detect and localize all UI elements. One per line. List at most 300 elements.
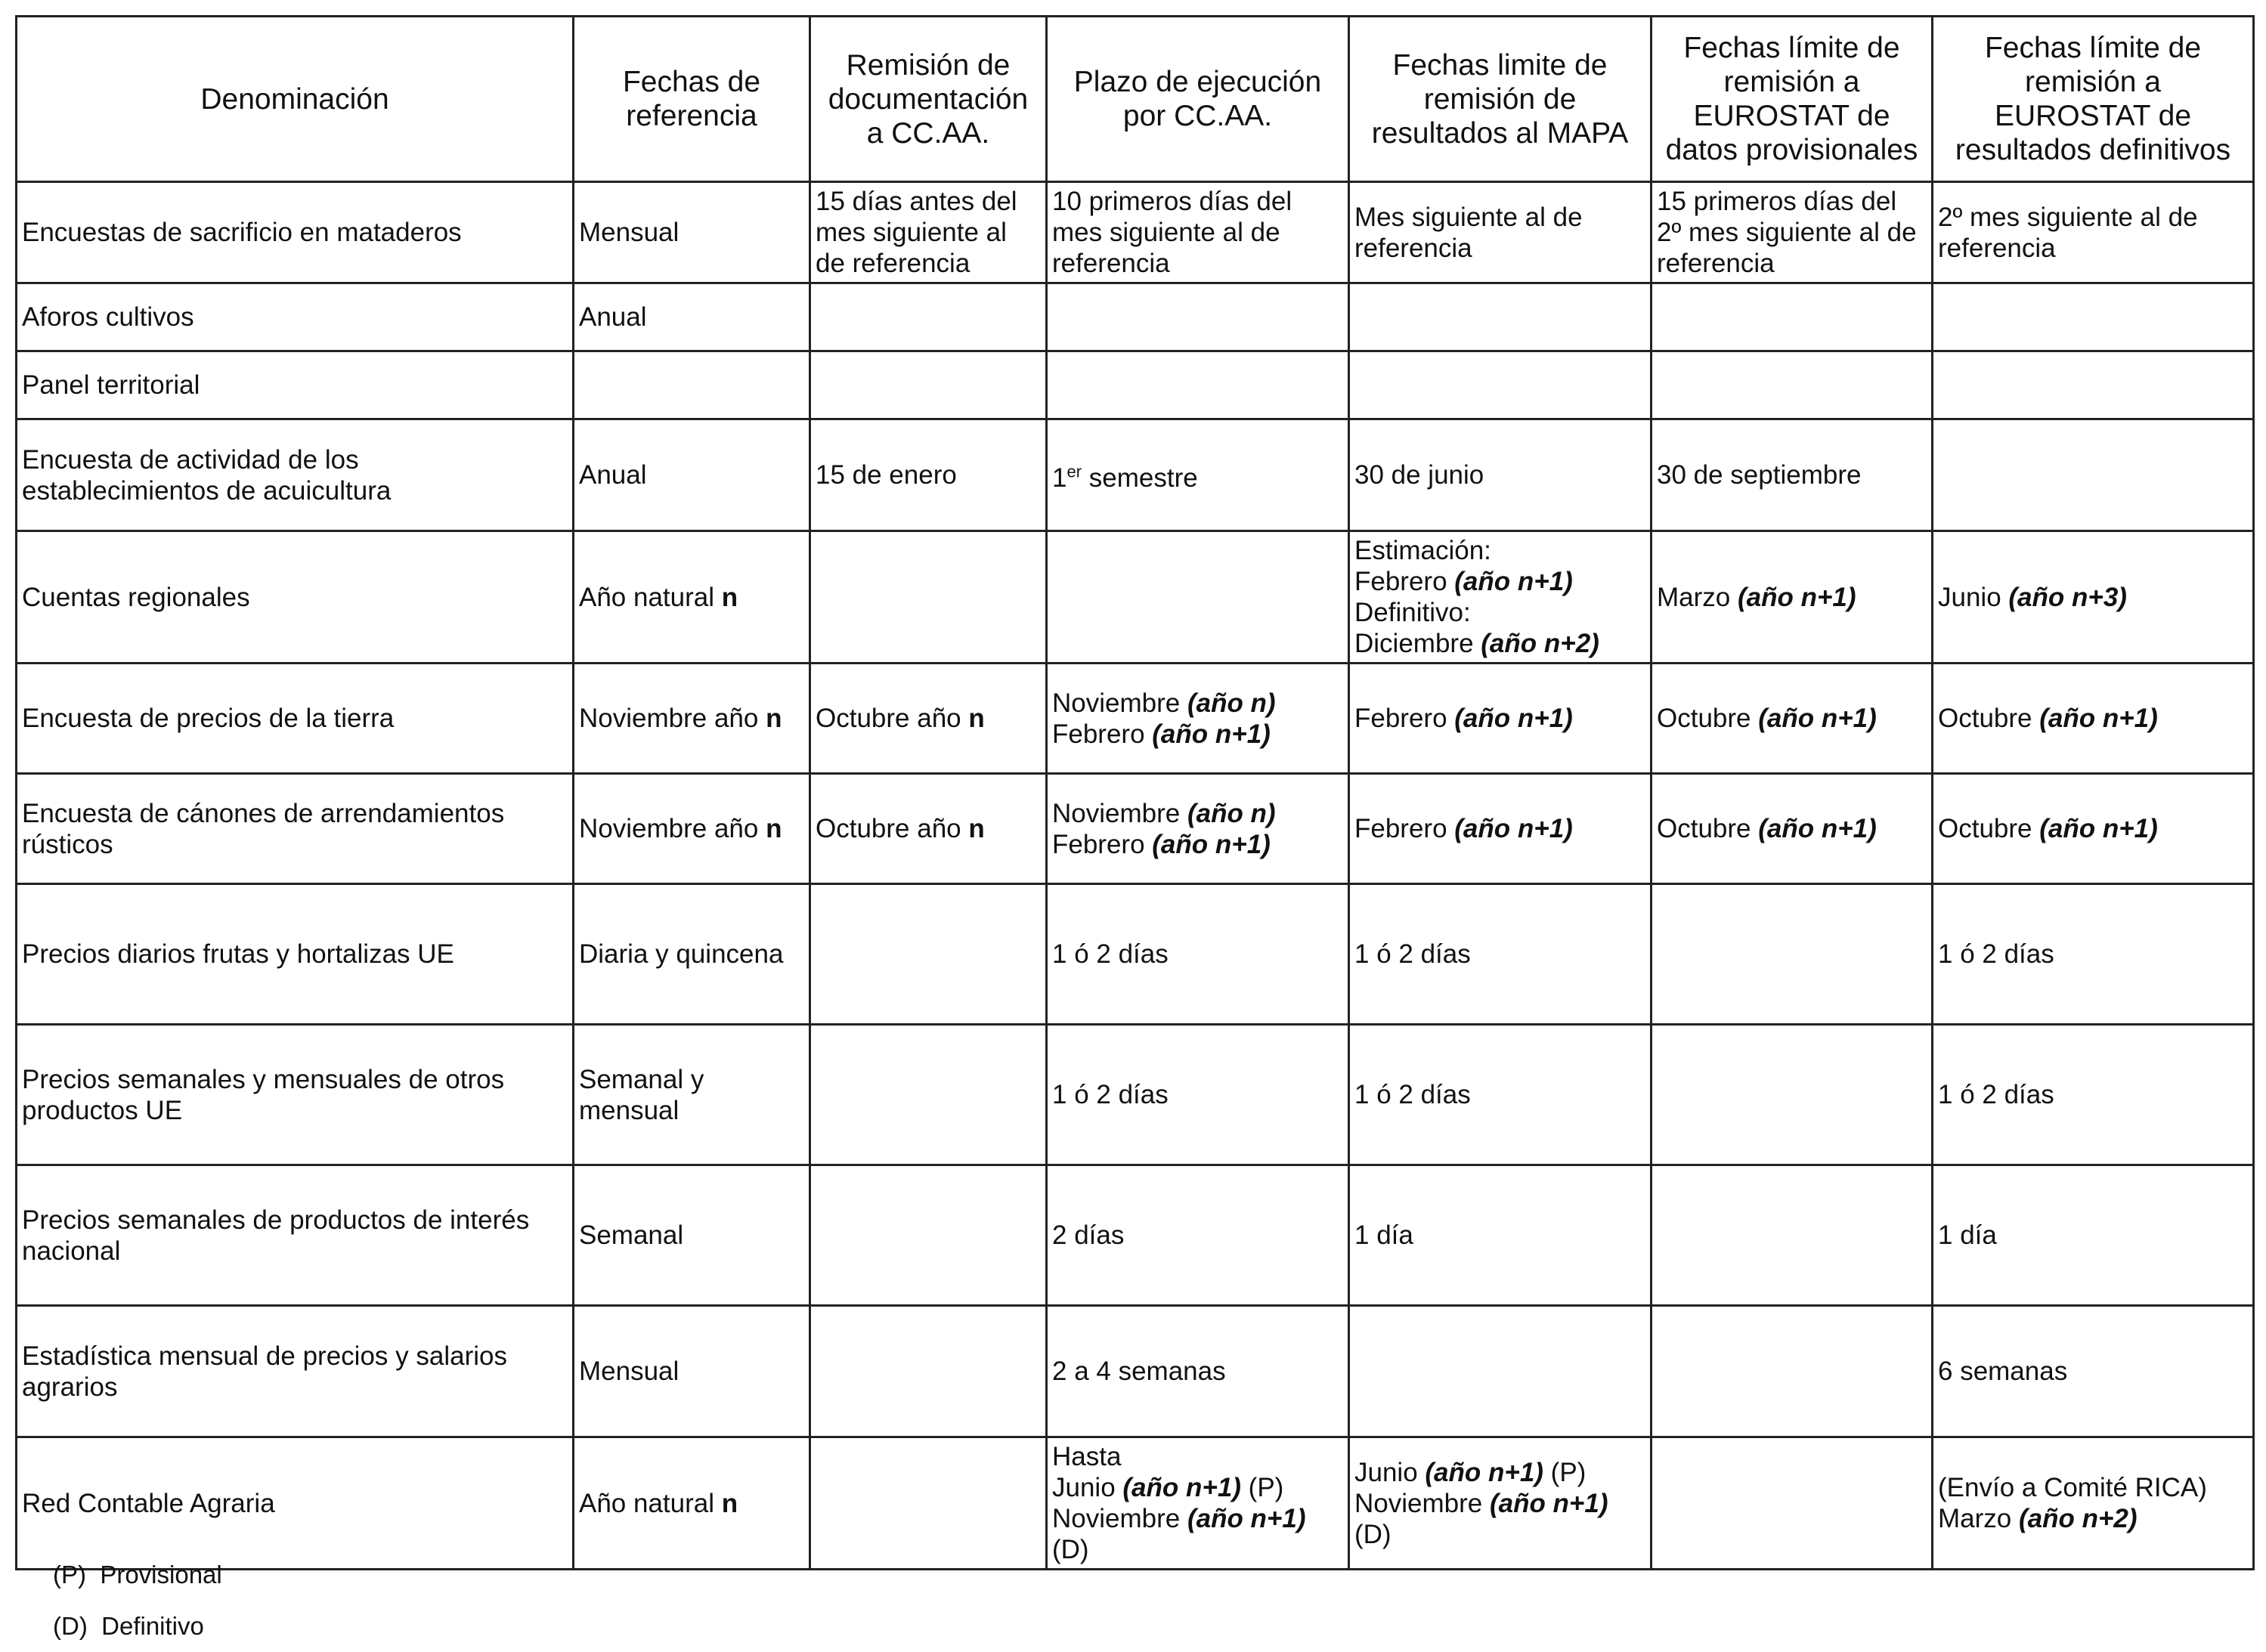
cell-line xyxy=(22,302,568,333)
cell-line xyxy=(816,217,1041,248)
cell-fechas-limite-definitivos xyxy=(1933,1306,2254,1437)
cell-text: Semanal xyxy=(579,1220,684,1250)
cell-fechas-limite-definitivos xyxy=(1933,182,2254,283)
cell-plazo-ejecucion xyxy=(1047,1025,1349,1165)
year-note: (año n+1) xyxy=(1758,704,1877,733)
cell-text: Octubre xyxy=(1938,814,2040,843)
year-note: (año n) xyxy=(1187,688,1276,718)
cell-remision-documentacion xyxy=(810,351,1047,419)
cell-text: mensual xyxy=(579,1095,679,1125)
cell-line xyxy=(1052,939,1343,970)
header-plazo-ejecucion: Plazo de ejecución por CC.AA. xyxy=(1047,17,1349,182)
cell-fechas-referencia xyxy=(574,182,810,283)
cell-plazo-ejecucion xyxy=(1047,1306,1349,1437)
cell-fechas-referencia xyxy=(574,531,810,664)
cell-line xyxy=(22,1488,568,1519)
cell-line xyxy=(22,582,568,613)
cell-denominacion xyxy=(17,664,574,774)
year-note: (año n+1) xyxy=(1737,582,1856,612)
cell-fechas-limite-provisionales xyxy=(1652,531,1933,664)
cell-text: referencia xyxy=(1354,233,1472,263)
header-remision-documentacion: Remisión de documentación a CC.AA. xyxy=(810,17,1047,182)
year-note: (año n+1) xyxy=(1187,1504,1306,1533)
cell-text: 1 ó 2 días xyxy=(1938,1080,2054,1109)
cell-text: Encuestas de sacrificio en mataderos xyxy=(22,218,462,247)
cell-line xyxy=(579,1095,804,1126)
table-row xyxy=(17,774,2254,884)
year-note: (año n+1) xyxy=(1454,567,1573,596)
table-body xyxy=(17,182,2254,1570)
cell-line xyxy=(1354,1457,1645,1488)
cell-line xyxy=(22,829,568,860)
cell-text: Octubre xyxy=(1938,704,2040,733)
cell-text: Noviembre xyxy=(1052,798,1187,828)
cell-text: Precios semanales y mensuales de otros xyxy=(22,1064,505,1094)
cell-line xyxy=(816,813,1041,844)
cell-denominacion xyxy=(17,774,574,884)
cell-line xyxy=(579,703,804,734)
cell-fechas-limite-provisionales xyxy=(1652,664,1933,774)
cell-fechas-limite-provisionales xyxy=(1652,182,1933,283)
cell-line xyxy=(1938,703,2248,734)
cell-line xyxy=(579,217,804,248)
cell-line xyxy=(1938,582,2248,613)
cell-remision-documentacion xyxy=(810,774,1047,884)
cell-fechas-limite-mapa xyxy=(1349,1306,1652,1437)
header-denominacion: Denominación xyxy=(17,17,574,182)
cell-line xyxy=(1052,829,1343,860)
cell-fechas-referencia xyxy=(574,419,810,531)
cell-plazo-ejecucion xyxy=(1047,182,1349,283)
cell-text: 6 semanas xyxy=(1938,1357,2068,1386)
cell-text: 15 días antes del xyxy=(816,187,1017,216)
cell-text: 2º mes siguiente al de xyxy=(1938,202,2198,232)
year-note: (año n+1) xyxy=(1152,719,1271,749)
cell-fechas-limite-provisionales xyxy=(1652,419,1933,531)
cell-text: Diaria y quincena xyxy=(579,939,784,969)
cell-text: Febrero xyxy=(1354,704,1455,733)
cell-line xyxy=(1354,1519,1645,1550)
cell-line xyxy=(1938,1220,2248,1251)
cell-text: Encuesta de actividad de los xyxy=(22,444,359,475)
cell-denominacion xyxy=(17,531,574,664)
cell-fechas-referencia xyxy=(574,664,810,774)
cell-line xyxy=(1052,798,1343,829)
cell-line xyxy=(22,798,568,829)
cell-fechas-limite-mapa xyxy=(1349,1165,1652,1306)
cell-plazo-ejecucion xyxy=(1047,351,1349,419)
cell-text: 1 día xyxy=(1354,1220,1413,1250)
cell-denominacion xyxy=(17,351,574,419)
cell-text: 2 días xyxy=(1052,1220,1125,1250)
cell-fechas-limite-definitivos xyxy=(1933,351,2254,419)
cell-line xyxy=(1354,1220,1645,1251)
cell-line xyxy=(1354,566,1645,597)
cell-line xyxy=(22,1341,568,1372)
footnote-definitivo: (D) Definitivo xyxy=(53,1612,204,1640)
cell-line xyxy=(1052,1079,1343,1110)
cell-line xyxy=(1052,456,1343,494)
cell-line xyxy=(579,1488,804,1519)
year-variable: n xyxy=(968,704,985,733)
cell-text: 30 de junio xyxy=(1354,460,1484,490)
cell-denominacion xyxy=(17,884,574,1025)
cell-text: Marzo xyxy=(1938,1504,2019,1533)
cell-line xyxy=(1354,459,1645,490)
cell-fechas-limite-definitivos xyxy=(1933,884,2254,1025)
cell-line xyxy=(1354,233,1645,264)
cell-fechas-limite-mapa xyxy=(1349,351,1652,419)
cell-line xyxy=(1938,813,2248,844)
cell-line xyxy=(1052,1503,1343,1534)
cell-fechas-limite-definitivos xyxy=(1933,774,2254,884)
cell-text: Anual xyxy=(579,460,647,490)
cell-remision-documentacion xyxy=(810,531,1047,664)
footnote-provisional: (P) Provisional xyxy=(53,1561,222,1589)
cell-text: Junio xyxy=(1052,1473,1123,1502)
cell-line xyxy=(1052,1220,1343,1251)
cell-text: Encuesta de cánones de arrendamientos xyxy=(22,798,505,828)
cell-line xyxy=(816,248,1041,279)
cell-plazo-ejecucion xyxy=(1047,283,1349,351)
cell-fechas-referencia xyxy=(574,1165,810,1306)
cell-text: Junio xyxy=(1938,582,2009,612)
cell-fechas-limite-provisionales xyxy=(1652,1306,1933,1437)
cell-text: Cuentas regionales xyxy=(22,582,250,612)
cell-text: Febrero xyxy=(1052,829,1153,859)
year-variable: n xyxy=(721,582,738,612)
cell-remision-documentacion xyxy=(810,884,1047,1025)
cell-text: Noviembre xyxy=(1052,1504,1187,1533)
cell-fechas-limite-mapa xyxy=(1349,884,1652,1025)
year-note: (año n+1) xyxy=(1122,1473,1241,1502)
cell-fechas-limite-definitivos xyxy=(1933,419,2254,531)
header-fechas-limite-provisionales: Fechas límite de remisión a EUROSTAT de datos provisionales xyxy=(1652,17,1933,182)
cell-fechas-limite-mapa xyxy=(1349,774,1652,884)
header-fechas-referencia: Fechas de referencia xyxy=(574,17,810,182)
cell-line xyxy=(579,1064,804,1095)
cell-fechas-limite-provisionales xyxy=(1652,1437,1933,1570)
footnotes xyxy=(53,1549,222,1652)
cell-plazo-ejecucion xyxy=(1047,419,1349,531)
cell-text: Red Contable Agraria xyxy=(22,1488,275,1518)
cell-line xyxy=(1354,597,1645,628)
year-note: (año n+1) xyxy=(1758,814,1877,843)
header-fechas-limite-definitivos: Fechas límite de remisión a EUROSTAT de resultados definitivos xyxy=(1933,17,2254,182)
cell-text: Mensual xyxy=(579,1357,679,1386)
year-variable: n xyxy=(968,814,985,843)
cell-text: 1 ó 2 días xyxy=(1354,939,1471,969)
cell-remision-documentacion xyxy=(810,664,1047,774)
cell-line xyxy=(22,217,568,248)
cell-text: Año natural xyxy=(579,1488,722,1518)
cell-line xyxy=(22,1064,568,1095)
cell-line xyxy=(1052,1441,1343,1472)
cell-plazo-ejecucion xyxy=(1047,1437,1349,1570)
cell-line xyxy=(22,1205,568,1236)
cell-denominacion xyxy=(17,419,574,531)
cell-plazo-ejecucion xyxy=(1047,664,1349,774)
cell-line xyxy=(579,582,804,613)
cell-line xyxy=(1354,202,1645,233)
cell-line xyxy=(579,1356,804,1387)
cell-line xyxy=(22,1095,568,1126)
cell-line xyxy=(1657,813,1927,844)
cell-text: Octubre año xyxy=(816,704,969,733)
cell-fechas-limite-mapa xyxy=(1349,531,1652,664)
year-variable: n xyxy=(721,1488,738,1518)
cell-denominacion xyxy=(17,283,574,351)
cell-fechas-limite-mapa xyxy=(1349,182,1652,283)
table-row xyxy=(17,1025,2254,1165)
cell-text: 2º mes siguiente al de xyxy=(1657,218,1917,247)
cell-fechas-referencia xyxy=(574,1306,810,1437)
cell-remision-documentacion xyxy=(810,1437,1047,1570)
cell-line xyxy=(1938,1503,2248,1534)
cell-text: rústicos xyxy=(22,829,113,859)
cell-line xyxy=(1657,459,1927,490)
cell-line xyxy=(1052,248,1343,279)
cell-line xyxy=(1052,719,1343,750)
year-note: (año n+1) xyxy=(1425,1457,1543,1487)
cell-line xyxy=(1354,1488,1645,1519)
cell-text: 1er semestre xyxy=(1052,462,1198,493)
cell-line xyxy=(1938,1472,2248,1503)
cell-text: Febrero xyxy=(1354,567,1455,596)
cell-text: referencia xyxy=(1052,249,1170,278)
cell-text: 1 ó 2 días xyxy=(1052,939,1169,969)
table-row xyxy=(17,182,2254,283)
cell-text: (D) xyxy=(1354,1519,1391,1549)
cell-line xyxy=(22,444,568,475)
cell-plazo-ejecucion xyxy=(1047,774,1349,884)
cell-line xyxy=(579,813,804,844)
year-note: (año n+1) xyxy=(2039,704,2158,733)
cell-line xyxy=(1052,1356,1343,1387)
header-row xyxy=(17,17,2254,182)
cell-line xyxy=(22,370,568,401)
cell-line xyxy=(1354,628,1645,659)
cell-line xyxy=(1657,248,1927,279)
cell-fechas-limite-provisionales xyxy=(1652,351,1933,419)
cell-text: referencia xyxy=(1938,233,2056,263)
cell-fechas-limite-mapa xyxy=(1349,1437,1652,1570)
cell-remision-documentacion xyxy=(810,1025,1047,1165)
cell-line xyxy=(579,939,804,970)
cell-fechas-limite-provisionales xyxy=(1652,1165,1933,1306)
cell-plazo-ejecucion xyxy=(1047,1165,1349,1306)
cell-fechas-limite-mapa xyxy=(1349,283,1652,351)
cell-text: 1 ó 2 días xyxy=(1354,1080,1471,1109)
cell-line xyxy=(1938,202,2248,233)
cell-denominacion xyxy=(17,1025,574,1165)
cell-text: Aforos cultivos xyxy=(22,302,194,332)
cell-fechas-limite-definitivos xyxy=(1933,1437,2254,1570)
table-row xyxy=(17,419,2254,531)
cell-line xyxy=(1354,703,1645,734)
cell-text: Octubre año xyxy=(816,814,969,843)
cell-fechas-referencia xyxy=(574,283,810,351)
schedule-table xyxy=(15,15,2255,1570)
cell-line xyxy=(1354,939,1645,970)
cell-line xyxy=(816,186,1041,217)
table-row xyxy=(17,283,2254,351)
table-row xyxy=(17,1306,2254,1437)
year-note: (año n+1) xyxy=(1489,1488,1608,1518)
cell-text: (Envío a Comité RICA) xyxy=(1938,1473,2207,1502)
cell-text: Mensual xyxy=(579,218,679,247)
cell-line xyxy=(22,475,568,506)
cell-text: Estadística mensual de precios y salarios xyxy=(22,1341,507,1371)
cell-line xyxy=(1657,582,1927,613)
cell-text: Marzo xyxy=(1657,582,1738,612)
cell-line xyxy=(1938,1356,2248,1387)
table-row xyxy=(17,351,2254,419)
year-note: (año n+1) xyxy=(1152,829,1271,859)
cell-remision-documentacion xyxy=(810,182,1047,283)
year-note: (año n+1) xyxy=(1454,704,1573,733)
cell-fechas-limite-mapa xyxy=(1349,1025,1652,1165)
cell-fechas-limite-provisionales xyxy=(1652,774,1933,884)
cell-text: (P) xyxy=(1240,1473,1284,1502)
cell-denominacion xyxy=(17,1165,574,1306)
cell-text: Precios semanales de productos de interés xyxy=(22,1205,530,1235)
cell-text: 1 ó 2 días xyxy=(1938,939,2054,969)
cell-line xyxy=(22,939,568,970)
table-row xyxy=(17,1437,2254,1570)
cell-text: Noviembre año xyxy=(579,814,766,843)
cell-fechas-limite-provisionales xyxy=(1652,283,1933,351)
cell-line xyxy=(1354,1079,1645,1110)
cell-text: 1 ó 2 días xyxy=(1052,1080,1169,1109)
cell-text: Semanal y xyxy=(579,1064,704,1094)
cell-text: Noviembre xyxy=(1052,688,1187,718)
year-note: (año n) xyxy=(1187,798,1276,828)
cell-fechas-limite-definitivos xyxy=(1933,1165,2254,1306)
year-note: (año n+3) xyxy=(2008,582,2127,612)
cell-fechas-referencia xyxy=(574,884,810,1025)
cell-fechas-limite-definitivos xyxy=(1933,531,2254,664)
cell-text: Precios diarios frutas y hortalizas UE xyxy=(22,939,454,969)
year-note: (año n+2) xyxy=(1481,629,1599,658)
cell-line xyxy=(22,1372,568,1403)
cell-line xyxy=(579,1220,804,1251)
cell-text: (P) xyxy=(1543,1457,1587,1487)
cell-text: Mes siguiente al de xyxy=(1354,202,1583,232)
year-note: (año n+1) xyxy=(2039,814,2158,843)
cell-text: Octubre xyxy=(1657,814,1759,843)
cell-denominacion xyxy=(17,182,574,283)
cell-denominacion xyxy=(17,1306,574,1437)
cell-text: Febrero xyxy=(1052,719,1153,749)
cell-text: Definitivo: xyxy=(1354,598,1471,627)
cell-fechas-referencia xyxy=(574,1437,810,1570)
cell-line xyxy=(22,1236,568,1267)
table-row xyxy=(17,1165,2254,1306)
cell-text: Anual xyxy=(579,302,647,332)
cell-remision-documentacion xyxy=(810,1306,1047,1437)
cell-line xyxy=(22,703,568,734)
cell-text: 1 día xyxy=(1938,1220,1997,1250)
year-variable: n xyxy=(766,704,782,733)
cell-text: 10 primeros días del xyxy=(1052,187,1292,216)
cell-line xyxy=(1938,1079,2248,1110)
cell-text: 2 a 4 semanas xyxy=(1052,1357,1226,1386)
cell-fechas-referencia xyxy=(574,1025,810,1165)
cell-text: Encuesta de precios de la tierra xyxy=(22,704,395,733)
cell-line xyxy=(579,459,804,490)
cell-text: Año natural xyxy=(579,582,722,612)
cell-line xyxy=(1938,939,2248,970)
cell-line xyxy=(1657,703,1927,734)
cell-remision-documentacion xyxy=(810,419,1047,531)
year-variable: n xyxy=(766,814,782,843)
cell-plazo-ejecucion xyxy=(1047,531,1349,664)
cell-text: Noviembre xyxy=(1354,1488,1490,1518)
cell-fechas-limite-provisionales xyxy=(1652,1025,1933,1165)
cell-fechas-limite-definitivos xyxy=(1933,1025,2254,1165)
cell-fechas-limite-mapa xyxy=(1349,664,1652,774)
cell-text: (D) xyxy=(1052,1535,1089,1564)
header-fechas-limite-mapa: Fechas limite de remisión de resultados al MAPA xyxy=(1349,17,1652,182)
cell-text: Panel territorial xyxy=(22,370,200,400)
cell-text: productos UE xyxy=(22,1095,183,1125)
cell-line xyxy=(1657,186,1927,217)
cell-text: 30 de septiembre xyxy=(1657,460,1862,490)
cell-text: referencia xyxy=(1657,249,1775,278)
year-note: (año n+1) xyxy=(1454,814,1573,843)
cell-text: mes siguiente al xyxy=(816,218,1007,247)
cell-line xyxy=(1657,217,1927,248)
cell-plazo-ejecucion xyxy=(1047,884,1349,1025)
cell-line xyxy=(1354,813,1645,844)
cell-text: Hasta xyxy=(1052,1442,1122,1471)
cell-fechas-limite-provisionales xyxy=(1652,884,1933,1025)
cell-line xyxy=(1052,1472,1343,1503)
cell-text: de referencia xyxy=(816,249,970,278)
year-note: (año n+2) xyxy=(2018,1504,2138,1533)
cell-line xyxy=(1052,217,1343,248)
cell-fechas-limite-definitivos xyxy=(1933,283,2254,351)
cell-line xyxy=(1052,1534,1343,1565)
cell-text: Febrero xyxy=(1354,814,1455,843)
cell-text: establecimientos de acuicultura xyxy=(22,475,392,506)
cell-text: Octubre xyxy=(1657,704,1759,733)
cell-fechas-referencia xyxy=(574,351,810,419)
cell-line xyxy=(816,703,1041,734)
cell-line xyxy=(579,302,804,333)
cell-line xyxy=(1052,688,1343,719)
cell-text: Noviembre año xyxy=(579,704,766,733)
cell-text: Junio xyxy=(1354,1457,1426,1487)
cell-text: mes siguiente al de xyxy=(1052,218,1280,247)
table-row xyxy=(17,884,2254,1025)
cell-text: Diciembre xyxy=(1354,629,1481,658)
cell-line xyxy=(1354,535,1645,566)
cell-fechas-referencia xyxy=(574,774,810,884)
cell-fechas-limite-mapa xyxy=(1349,419,1652,531)
cell-text: nacional xyxy=(22,1236,121,1266)
cell-remision-documentacion xyxy=(810,283,1047,351)
cell-remision-documentacion xyxy=(810,1165,1047,1306)
table-row xyxy=(17,531,2254,664)
cell-text: agrarios xyxy=(22,1372,118,1402)
cell-fechas-limite-definitivos xyxy=(1933,664,2254,774)
cell-line xyxy=(816,459,1041,490)
cell-line xyxy=(1052,186,1343,217)
cell-line xyxy=(1938,233,2248,264)
cell-text: Estimación: xyxy=(1354,536,1491,565)
